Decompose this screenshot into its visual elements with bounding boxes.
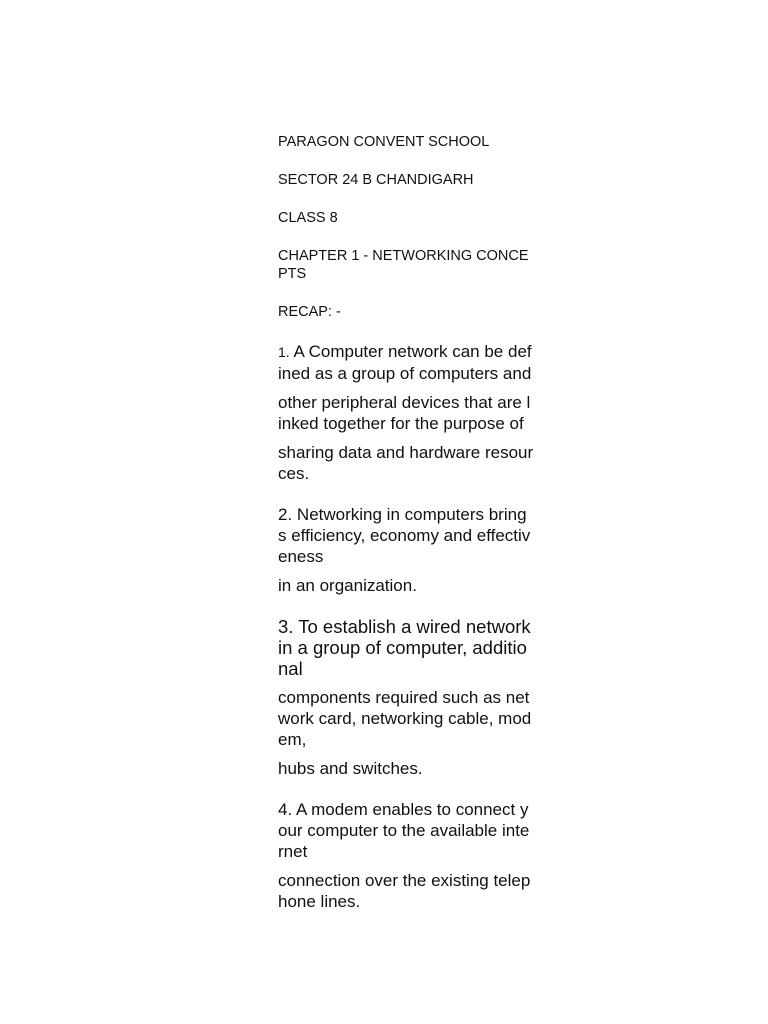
point-2-text: Networking in computers brings efficiency, economy and effectiveness (278, 505, 531, 566)
point-1-text: A Computer network can be defined as a group of computers and (278, 342, 532, 383)
point-2-paragraph-1 (278, 504, 534, 567)
point-3-paragraph-2: components required such as network card, networking cable, modem, (278, 688, 532, 749)
point-4-paragraph-1 (278, 799, 534, 862)
point-4-paragraph-2: connection over the existing telephone lines. (278, 871, 531, 911)
point-4-number: 4. (278, 800, 293, 819)
point-3-paragraph-1 (278, 616, 534, 679)
point-3-text: To establish a wired network in a group of computer, additional (278, 616, 531, 679)
point-1-paragraph-3: sharing data and hardware resources. (278, 443, 534, 483)
chapter-title: CHAPTER 1 - NETWORKING CONCEPTS (278, 248, 529, 282)
point-1-number: 1. (278, 344, 290, 360)
school-name: PARAGON CONVENT SCHOOL (278, 134, 490, 150)
point-3-paragraph-3: hubs and switches. (278, 759, 423, 778)
point-4-text: A modem enables to connect your computer to the available internet (278, 800, 530, 861)
school-address: SECTOR 24 B CHANDIGARH (278, 172, 474, 188)
point-1-paragraph-1 (278, 341, 534, 384)
point-2-paragraph-2: in an organization. (278, 576, 417, 595)
point-1-paragraph-2: other peripheral devices that are linked together for the purpose of (278, 393, 531, 433)
class-label: CLASS 8 (278, 210, 338, 226)
text-column (278, 133, 534, 912)
point-3-number: 3. (278, 616, 294, 637)
recap-label: RECAP: - (278, 304, 341, 320)
point-2-number: 2. (278, 505, 293, 524)
